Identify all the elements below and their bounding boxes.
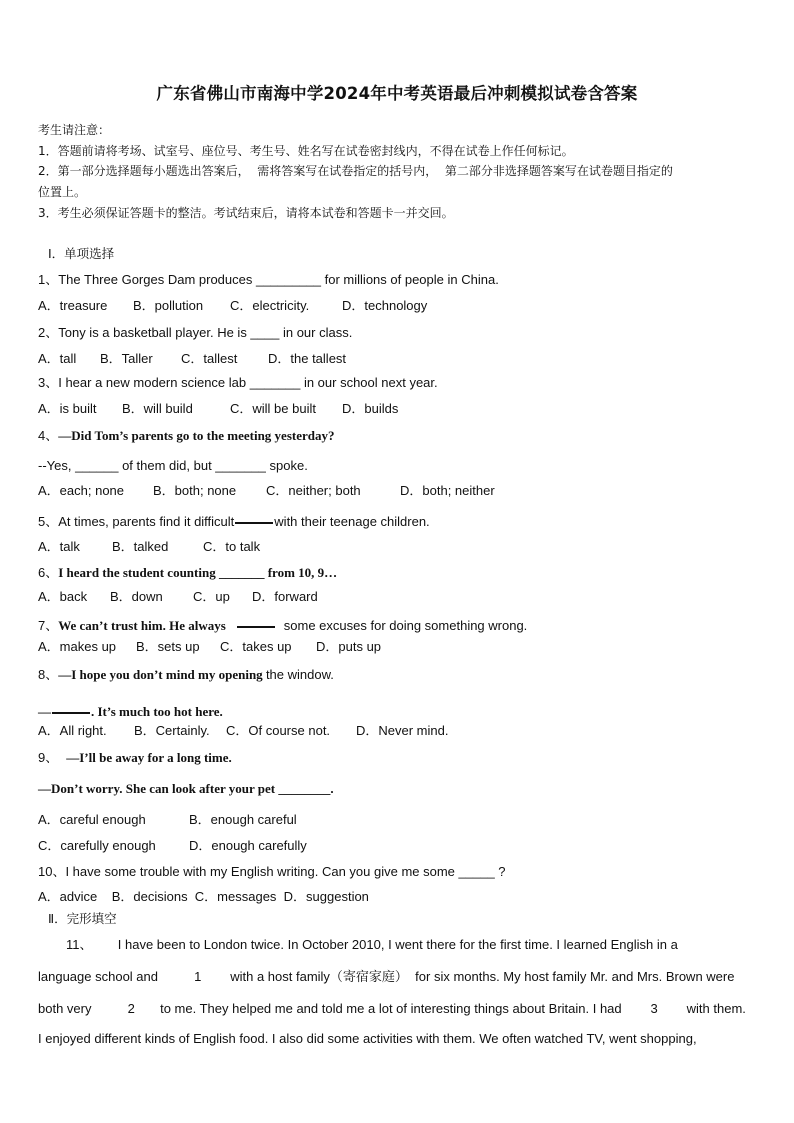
answer-blank bbox=[52, 712, 90, 714]
q10-options: A．advice B．decisions C．messages D．suggestion bbox=[38, 889, 369, 904]
question-5-post: with their teenage children. bbox=[274, 514, 430, 529]
question-8-reply-post: . It’s much too hot here. bbox=[91, 704, 223, 719]
notice-item-2-cont: 位置上。 bbox=[38, 185, 87, 199]
cloze-line-2: language school and 1 with a host family（寄宿家庭） for six months. My host family Mr. and Mrs. Brown were bbox=[38, 969, 735, 984]
question-7-number: 7、 bbox=[38, 618, 59, 633]
q8-option-b: B．Certainly. bbox=[134, 723, 210, 738]
question-3: 3、I hear a new modern science lab _______ in our school next year. bbox=[38, 375, 438, 390]
q3-option-b: B．will build bbox=[122, 401, 193, 416]
q5-option-c: C．to talk bbox=[203, 539, 261, 554]
question-4-reply: --Yes, ______ of them did, but _______ spoke. bbox=[38, 458, 308, 473]
q4-option-d: D．both; neither bbox=[400, 483, 495, 498]
question-5-pre: 5、At times, parents find it difficult bbox=[38, 514, 235, 529]
q4-option-a: A．each; none bbox=[38, 483, 125, 498]
q7-option-d: D．puts up bbox=[316, 639, 382, 654]
cloze-line-3: both very 2 to me. They helped me and told me a lot of interesting things about Britain. I had 3 with them. bbox=[38, 1001, 746, 1016]
q4-option-b: B．both; none bbox=[153, 483, 237, 498]
question-9-reply: —Don’t worry. She can look after your pet ________. bbox=[38, 781, 334, 796]
answer-blank bbox=[235, 522, 273, 524]
notice-heading: 考生请注意： bbox=[38, 123, 111, 137]
question-9 bbox=[38, 750, 232, 766]
question-5 bbox=[38, 514, 430, 530]
question-4 bbox=[38, 428, 334, 444]
question-8-number: 8、 bbox=[38, 667, 59, 682]
q6-option-a: A．back bbox=[38, 589, 88, 604]
q9-option-d: D．enough carefully bbox=[189, 838, 307, 853]
question-4-number: 4、 bbox=[38, 428, 59, 443]
q1-option-c: C．electricity. bbox=[230, 298, 310, 313]
q8-option-a: A．All right. bbox=[38, 723, 107, 738]
section-heading-2: Ⅱ．完形填空 bbox=[48, 911, 117, 926]
q5-option-a: A．talk bbox=[38, 539, 80, 554]
q9-option-c: C．carefully enough bbox=[38, 838, 156, 853]
q3-option-a: A．is built bbox=[38, 401, 97, 416]
question-8-pre: —I hope you don’t mind my opening bbox=[58, 667, 266, 682]
question-7-post: some excuses for doing something wrong. bbox=[283, 618, 528, 633]
q5-option-b: B．talked bbox=[112, 539, 169, 554]
question-4-stem: —Did Tom’s parents go to the meeting yesterday? bbox=[58, 428, 335, 443]
question-9-number: 9、 bbox=[38, 750, 59, 765]
question-9-stem: —I’ll be away for a long time. bbox=[66, 750, 232, 765]
q9-option-b: B．enough careful bbox=[189, 812, 297, 827]
q8-option-d: D．Never mind. bbox=[356, 723, 449, 738]
question-6 bbox=[38, 565, 337, 581]
q6-option-d: D．forward bbox=[252, 589, 318, 604]
question-8-reply-pre: — bbox=[38, 704, 51, 719]
q1-option-b: B．pollution bbox=[133, 298, 204, 313]
notice-item-2: 2．第一部分选择题每小题选出答案后， 需将答案写在试卷指定的括号内， 第二部分非选择题答案写在试卷题目指定的 bbox=[38, 164, 673, 178]
cloze-line-1: 11、 I have been to London twice. In October 2010, I went there for the first time. I learned English in a bbox=[66, 937, 678, 952]
notice-item-3: 3．考生必须保证答题卡的整洁。考试结束后，请将本试卷和答题卡一并交回。 bbox=[38, 206, 454, 220]
q6-option-c: C．up bbox=[193, 589, 230, 604]
question-6-stem: I heard the student counting _______ from 10, 9… bbox=[58, 565, 338, 580]
question-8 bbox=[38, 667, 334, 683]
q1-option-d: D．technology bbox=[342, 298, 428, 313]
notice-item-1: 1．答题前请将考场、试室号、座位号、考生号、姓名写在试卷密封线内，不得在试卷上作任何标记。 bbox=[38, 144, 574, 158]
q3-option-c: C．will be built bbox=[230, 401, 316, 416]
question-8-post: the window. bbox=[265, 667, 334, 682]
q2-option-a: A．tall bbox=[38, 351, 77, 366]
q3-option-d: D．builds bbox=[342, 401, 399, 416]
question-10: 10、I have some trouble with my English writing. Can you give me some _____ ? bbox=[38, 864, 506, 879]
page-title: 广东省佛山市南海中学2024年中考英语最后冲刺模拟试卷含答案 bbox=[156, 84, 638, 103]
question-7-pre: We can’t trust him. He always bbox=[58, 618, 226, 633]
question-2: 2、Tony is a basketball player. He is ____ in our class. bbox=[38, 325, 353, 340]
question-8-reply bbox=[38, 704, 223, 720]
q7-option-c: C．takes up bbox=[220, 639, 292, 654]
q7-option-a: A．makes up bbox=[38, 639, 117, 654]
question-6-number: 6、 bbox=[38, 565, 59, 580]
question-7 bbox=[38, 618, 527, 634]
q7-option-b: B．sets up bbox=[136, 639, 200, 654]
q8-option-c: C．Of course not. bbox=[226, 723, 331, 738]
question-1: 1、The Three Gorges Dam produces _________ for millions of people in China. bbox=[38, 272, 499, 287]
q1-option-a: A．treasure bbox=[38, 298, 108, 313]
q2-option-d: D．the tallest bbox=[268, 351, 347, 366]
q2-option-c: C．tallest bbox=[181, 351, 238, 366]
q6-option-b: B．down bbox=[110, 589, 163, 604]
cloze-line-4: I enjoyed different kinds of English food. I also did some activities with them. We often watched TV, went shopping, bbox=[38, 1031, 697, 1046]
answer-blank bbox=[237, 626, 275, 628]
q4-option-c: C．neither; both bbox=[266, 483, 361, 498]
section-heading-1: Ⅰ．单项选择 bbox=[48, 246, 115, 261]
q2-option-b: B．Taller bbox=[100, 351, 153, 366]
q9-option-a: A．careful enough bbox=[38, 812, 146, 827]
